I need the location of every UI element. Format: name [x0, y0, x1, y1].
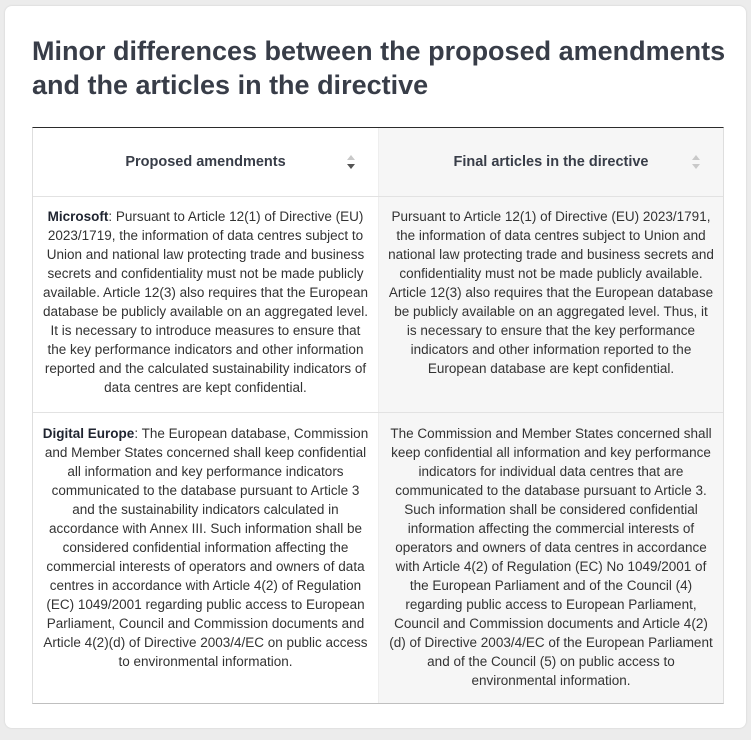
column-header-label: Final articles in the directive: [453, 153, 649, 170]
proposed-text: : Pursuant to Article 12(1) of Directive (EU) 2023/1719, the information of data centres subject to Union and national law protecting trade and business secrets and confidentiality must not be made publicly available. Article 12(3) also requires that the European database be publicly available on an aggregated level. It is necessary to introduce measures to ensure that the key performance indicators and other information reported and the calculated sustainability indicators of data centres are kept confidential.: [43, 209, 368, 395]
proposed-amendment-cell: [33, 197, 378, 412]
proposed-amendment-cell: [33, 413, 378, 703]
final-text: The Commission and Member States concerned shall keep confidential all information and key performance indicators for individual data centres that are communicated to the database pursuant to Article 3. Such information shall be considered confidential information affecting the commercial interests of operators and owners of data centres in accordance with Article 4(2) of Regulation (EC) No 1049/2001 of the European Parliament and of the Council (4) regarding public access to European Parliament, Council and Commission documents and Article 4(2)(d) of Directive 2003/4/EC of the European Parliament and of the Council (5) on public access to environmental information.: [389, 426, 713, 688]
organization-name: Microsoft: [47, 209, 109, 224]
table-title: Minor differences between the proposed amendments and the articles in the directive: [32, 36, 726, 100]
final-article-cell: [378, 197, 723, 412]
table-row: [33, 197, 723, 413]
table-header-row: [33, 128, 723, 197]
column-header-proposed[interactable]: [33, 128, 378, 196]
final-text: Pursuant to Article 12(1) of Directive (EU) 2023/1791, the information of data centres subject to Union and national law protecting trade and business secrets and confidentiality must not be made publicly available. Article 12(3) also requires that the European database be publicly available on an aggregated level. Thus, it is necessary to ensure that the key performance indicators and other information reported to the European database are kept confidential.: [388, 209, 714, 376]
proposed-text: : The European database, Commission and Member States concerned shall keep confidential all information and key performance indicators communicated to the database pursuant to Article 3 and the sustainability indicators calculated in accordance with Annex III. Such information shall be considered confidential information affecting the commercial interests of operators and owners of data centres in accordance with Article 4(2) of Regulation (EC) 1049/2001 regarding public access to European Parliament, Council and Commission documents and Article 4(2)(d) of Directive 2003/4/EC on public access to environmental information.: [43, 426, 369, 669]
comparison-table: [32, 127, 724, 704]
column-header-label: Proposed amendments: [125, 153, 286, 170]
final-article-cell: [378, 413, 723, 703]
table-row: [33, 413, 723, 703]
sort-neutral-icon[interactable]: [691, 153, 701, 171]
column-header-final[interactable]: [378, 128, 723, 196]
article-card: [5, 6, 746, 728]
sort-desc-icon[interactable]: [346, 153, 356, 171]
organization-name: Digital Europe: [42, 426, 135, 441]
